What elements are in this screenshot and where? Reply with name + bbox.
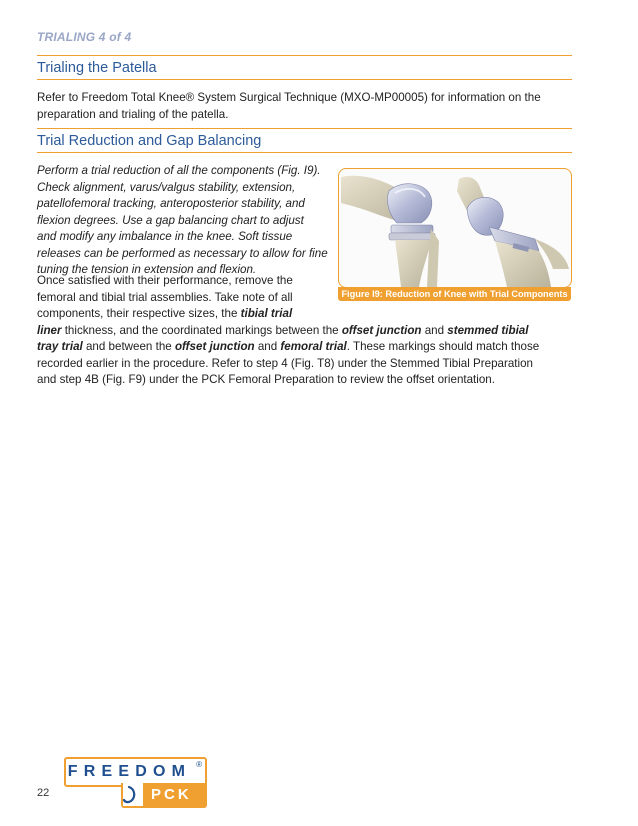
text-line: femoral and tibial trial assemblies. Take note of all [37,290,293,304]
figure-caption: Figure I9: Reduction of Knee with Trial Components [338,287,571,301]
reduction-intro [37,163,337,279]
text-line [37,306,572,323]
logo-wordmark: FREEDOM [67,763,192,780]
text-line: Perform a trial reduction of all the components (Fig. I9). [37,164,321,177]
text-line: patellofemoral tracking, anteroposterior stability, and [37,197,305,210]
emphasis-tibial-trial: tibial trial [240,307,293,320]
pck-swoosh-icon [123,783,143,806]
text-line: Once satisfied with their performance, remove the [37,274,293,287]
text-run: thickness, and the coordinated markings between the [61,323,342,337]
divider [37,128,572,129]
logo-registered-mark: ® [196,760,202,769]
text-line [37,323,572,340]
text-run: and between the [82,340,175,353]
emphasis-offset-junction: offset junction [174,340,255,353]
section-title-patella: Trialing the Patella [37,60,157,76]
section-label: TRIALING 4 of 4 [37,30,132,44]
text-run: and [254,340,281,353]
knee-illustration [339,169,571,287]
divider [37,55,572,56]
pck-logo [121,783,207,808]
divider [37,152,572,153]
pck-box [143,783,205,806]
text-line: flexion degrees. Use a gap balancing chart to adjust [37,213,304,227]
patella-body: Refer to Freedom Total Knee® System Surgical Technique (MXO-MP00005) for information on the preparation and trialing of the patella. [37,91,541,121]
emphasis-stemmed-tibial: stemmed tibial [447,323,529,337]
divider [37,79,572,80]
section-title-reduction: Trial Reduction and Gap Balancing [37,133,262,149]
text-line: and modify any imbalance in the knee. Soft tissue [37,230,293,243]
text-line: recorded earlier in the procedure. Refer to step 4 (Fig. T8) under the Stemmed Tibial Preparation [37,356,533,370]
emphasis-tray-trial: tray trial [37,340,83,353]
emphasis-femoral-trial: femoral trial [280,340,347,353]
logo-pck-text: PCK [151,786,192,803]
text-run: and [421,323,448,337]
page-number: 22 [37,787,50,799]
text-line: Check alignment, varus/valgus stability, extension, [37,180,296,194]
knee-extension [341,176,439,287]
text-line: tuning the tension in extension and flexion. [37,263,257,276]
text-line [37,339,572,356]
knee-flexion [457,177,569,287]
figure-knee-reduction [338,168,572,288]
text-run: . These markings should match those [346,340,540,353]
text-line: and step 4B (Fig. F9) under the PCK Femoral Preparation to review the offset orientation. [37,373,495,386]
emphasis-liner: liner [37,323,62,337]
emphasis-offset-junction: offset junction [341,323,422,337]
text-line: releases can be performed as necessary to allow for fine [37,246,328,260]
text-run: components, their respective sizes, the [37,307,241,320]
